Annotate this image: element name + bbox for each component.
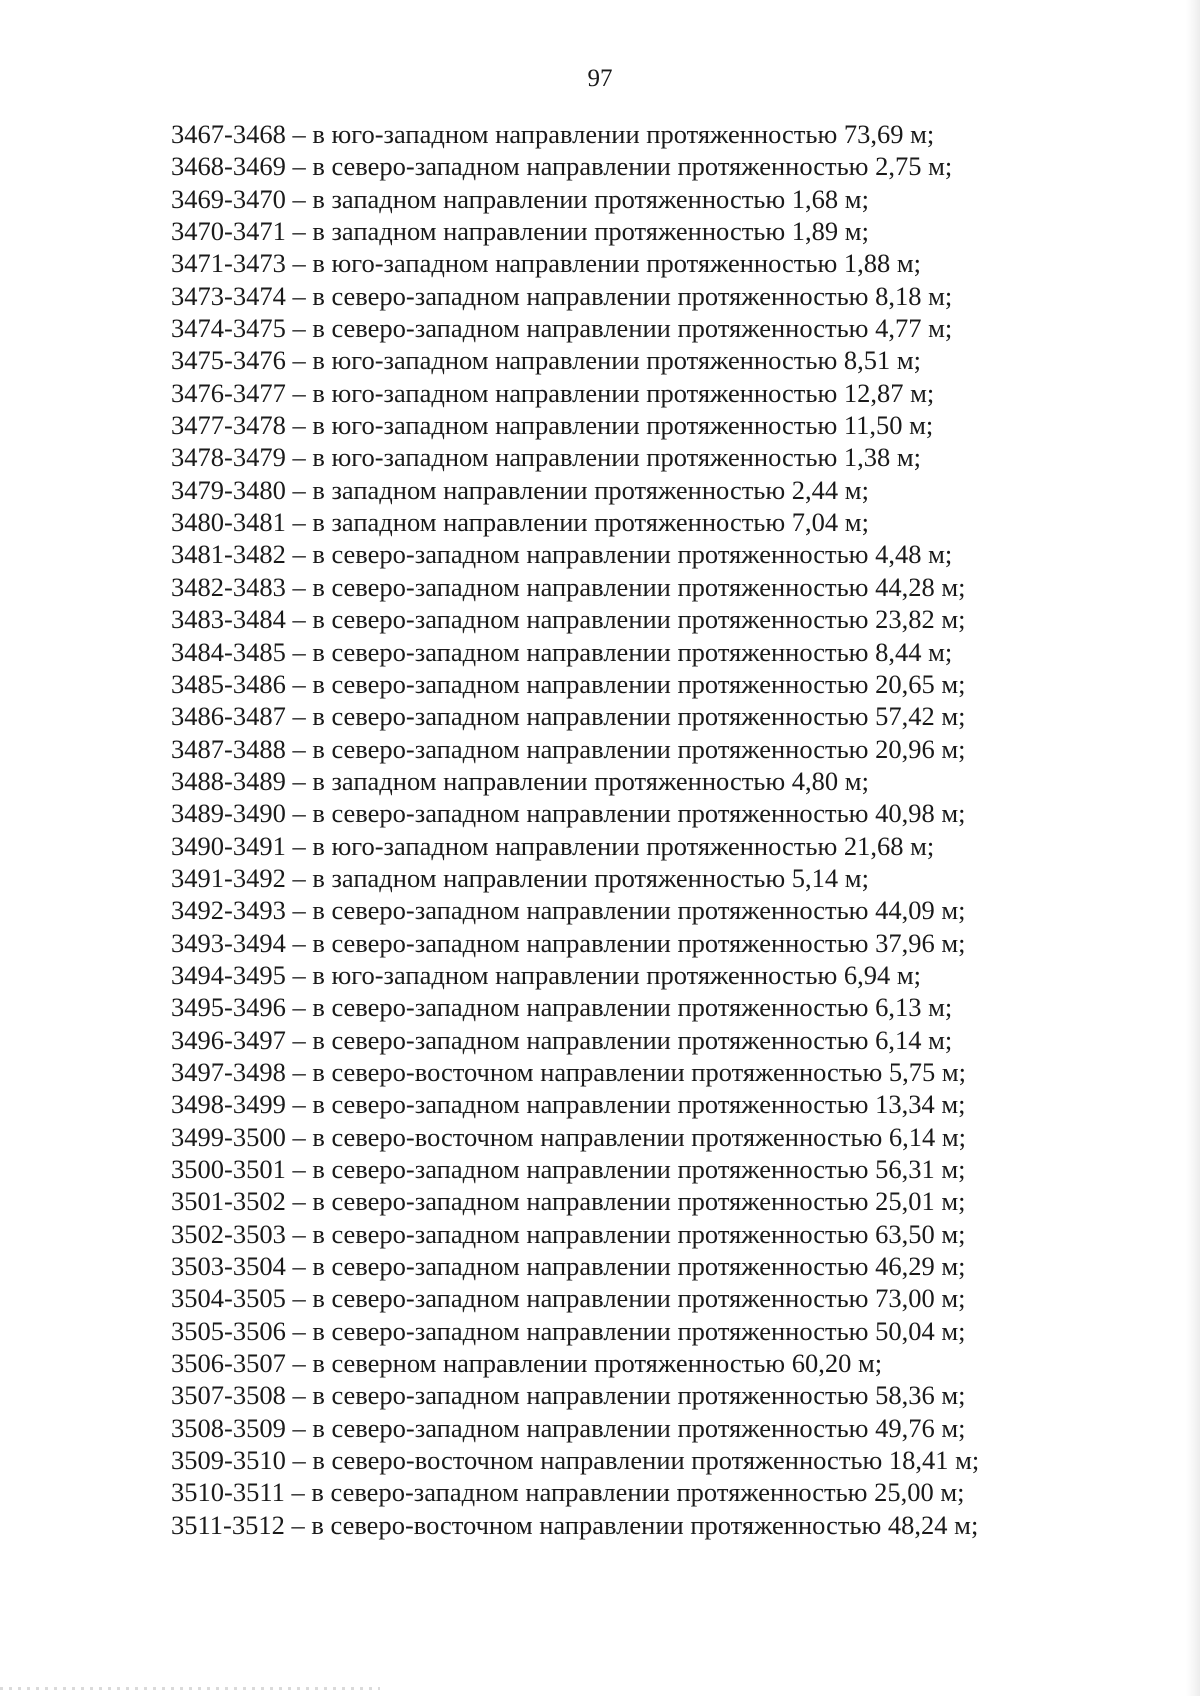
boundary-segment-entry: 3482-3483 – в северо-западном направлении протяженностью 44,28 м; <box>171 571 966 602</box>
boundary-segment-entry: 3503-3504 – в северо-западном направлении протяженностью 46,29 м; <box>171 1251 966 1282</box>
boundary-segment-entry: 3487-3488 – в северо-западном направлении протяженностью 20,96 м; <box>171 733 966 764</box>
boundary-segment-entry: 3499-3500 – в северо-восточном направлении протяженностью 6,14 м; <box>171 1121 967 1152</box>
boundary-segment-entry: 3490-3491 – в юго-западном направлении протяженностью 21,68 м; <box>171 830 935 861</box>
boundary-segment-entry: 3492-3493 – в северо-западном направлении протяженностью 44,09 м; <box>171 895 966 926</box>
boundary-segment-entry: 3478-3479 – в юго-западном направлении протяженностью 1,38 м; <box>171 442 922 473</box>
page-number: 97 <box>587 65 613 92</box>
boundary-segment-entry: 3483-3484 – в северо-западном направлении протяженностью 23,82 м; <box>171 604 966 635</box>
boundary-segment-entry: 3476-3477 – в юго-западном направлении протяженностью 12,87 м; <box>171 377 935 408</box>
boundary-segment-entry: 3507-3508 – в северо-западном направлении протяженностью 58,36 м; <box>171 1380 966 1411</box>
boundary-segment-entry: 3509-3510 – в северо-восточном направлении протяженностью 18,41 м; <box>171 1445 980 1476</box>
boundary-segment-entry: 3477-3478 – в юго-западном направлении протяженностью 11,50 м; <box>171 410 934 441</box>
scan-bottom-artifact <box>0 1687 380 1690</box>
boundary-segment-entry: 3510-3511 – в северо-западном направлении протяженностью 25,00 м; <box>171 1477 965 1508</box>
boundary-segment-entry: 3467-3468 – в юго-западном направлении протяженностью 73,69 м; <box>171 119 935 149</box>
boundary-segment-entry: 3481-3482 – в северо-западном направлении протяженностью 4,48 м; <box>171 539 953 570</box>
boundary-segment-entry: 3497-3498 – в северо-восточном направлении протяженностью 5,75 м; <box>171 1056 967 1087</box>
boundary-segment-entry: 3486-3487 – в северо-западном направлении протяженностью 57,42 м; <box>171 701 966 732</box>
boundary-segment-entry: 3488-3489 – в западном направлении протяженностью 4,80 м; <box>171 765 869 796</box>
boundary-segment-entry: 3501-3502 – в северо-западном направлении протяженностью 25,01 м; <box>171 1186 966 1217</box>
boundary-segment-entry: 3491-3492 – в западном направлении протяженностью 5,14 м; <box>171 862 869 893</box>
boundary-segment-entry: 3480-3481 – в западном направлении протяженностью 7,04 м; <box>171 507 869 538</box>
boundary-segment-entry: 3505-3506 – в северо-западном направлении протяженностью 50,04 м; <box>171 1315 966 1346</box>
boundary-segment-entry: 3471-3473 – в юго-западном направлении протяженностью 1,88 м; <box>171 248 922 279</box>
boundary-segment-entry: 3502-3503 – в северо-западном направлении протяженностью 63,50 м; <box>171 1218 966 1249</box>
boundary-segment-entry: 3479-3480 – в западном направлении протяженностью 2,44 м; <box>171 474 869 505</box>
boundary-segment-entry: 3473-3474 – в северо-западном направлении протяженностью 8,18 м; <box>171 280 953 311</box>
boundary-segment-entry: 3474-3475 – в северо-западном направлении протяженностью 4,77 м; <box>171 313 953 344</box>
boundary-segment-entry: 3495-3496 – в северо-западном направлении протяженностью 6,13 м; <box>171 992 953 1023</box>
scan-edge-shadow <box>1186 0 1200 1696</box>
boundary-segment-entry: 3508-3509 – в северо-западном направлении протяженностью 49,76 м; <box>171 1412 966 1443</box>
boundary-segment-entry: 3468-3469 – в северо-западном направлении протяженностью 2,75 м; <box>171 151 953 182</box>
boundary-segment-list <box>171 118 1071 1541</box>
boundary-segment-entry: 3506-3507 – в северном направлении протяженностью 60,20 м; <box>171 1348 883 1379</box>
boundary-segment-entry: 3504-3505 – в северо-западном направлении протяженностью 73,00 м; <box>171 1283 966 1314</box>
boundary-segment-entry: 3489-3490 – в северо-западном направлении протяженностью 40,98 м; <box>171 798 966 829</box>
boundary-segment-entry: 3484-3485 – в северо-западном направлении протяженностью 8,44 м; <box>171 636 953 667</box>
boundary-segment-entry: 3485-3486 – в северо-западном направлении протяженностью 20,65 м; <box>171 668 966 699</box>
boundary-segment-entry: 3475-3476 – в юго-западном направлении протяженностью 8,51 м; <box>171 345 922 376</box>
boundary-segment-entry: 3493-3494 – в северо-западном направлении протяженностью 37,96 м; <box>171 927 966 958</box>
boundary-segment-entry: 3500-3501 – в северо-западном направлении протяженностью 56,31 м; <box>171 1154 966 1184</box>
boundary-segment-entry: 3498-3499 – в северо-западном направлении протяженностью 13,34 м; <box>171 1089 966 1120</box>
boundary-segment-entry: 3494-3495 – в юго-западном направлении протяженностью 6,94 м; <box>171 959 922 990</box>
boundary-segment-entry: 3469-3470 – в западном направлении протяженностью 1,68 м; <box>171 183 869 214</box>
boundary-segment-entry: 3470-3471 – в западном направлении протяженностью 1,89 м; <box>171 216 869 247</box>
boundary-segment-entry: 3511-3512 – в северо-восточном направлении протяженностью 48,24 м; <box>171 1509 979 1540</box>
boundary-segment-entry: 3496-3497 – в северо-западном направлении протяженностью 6,14 м; <box>171 1024 953 1055</box>
